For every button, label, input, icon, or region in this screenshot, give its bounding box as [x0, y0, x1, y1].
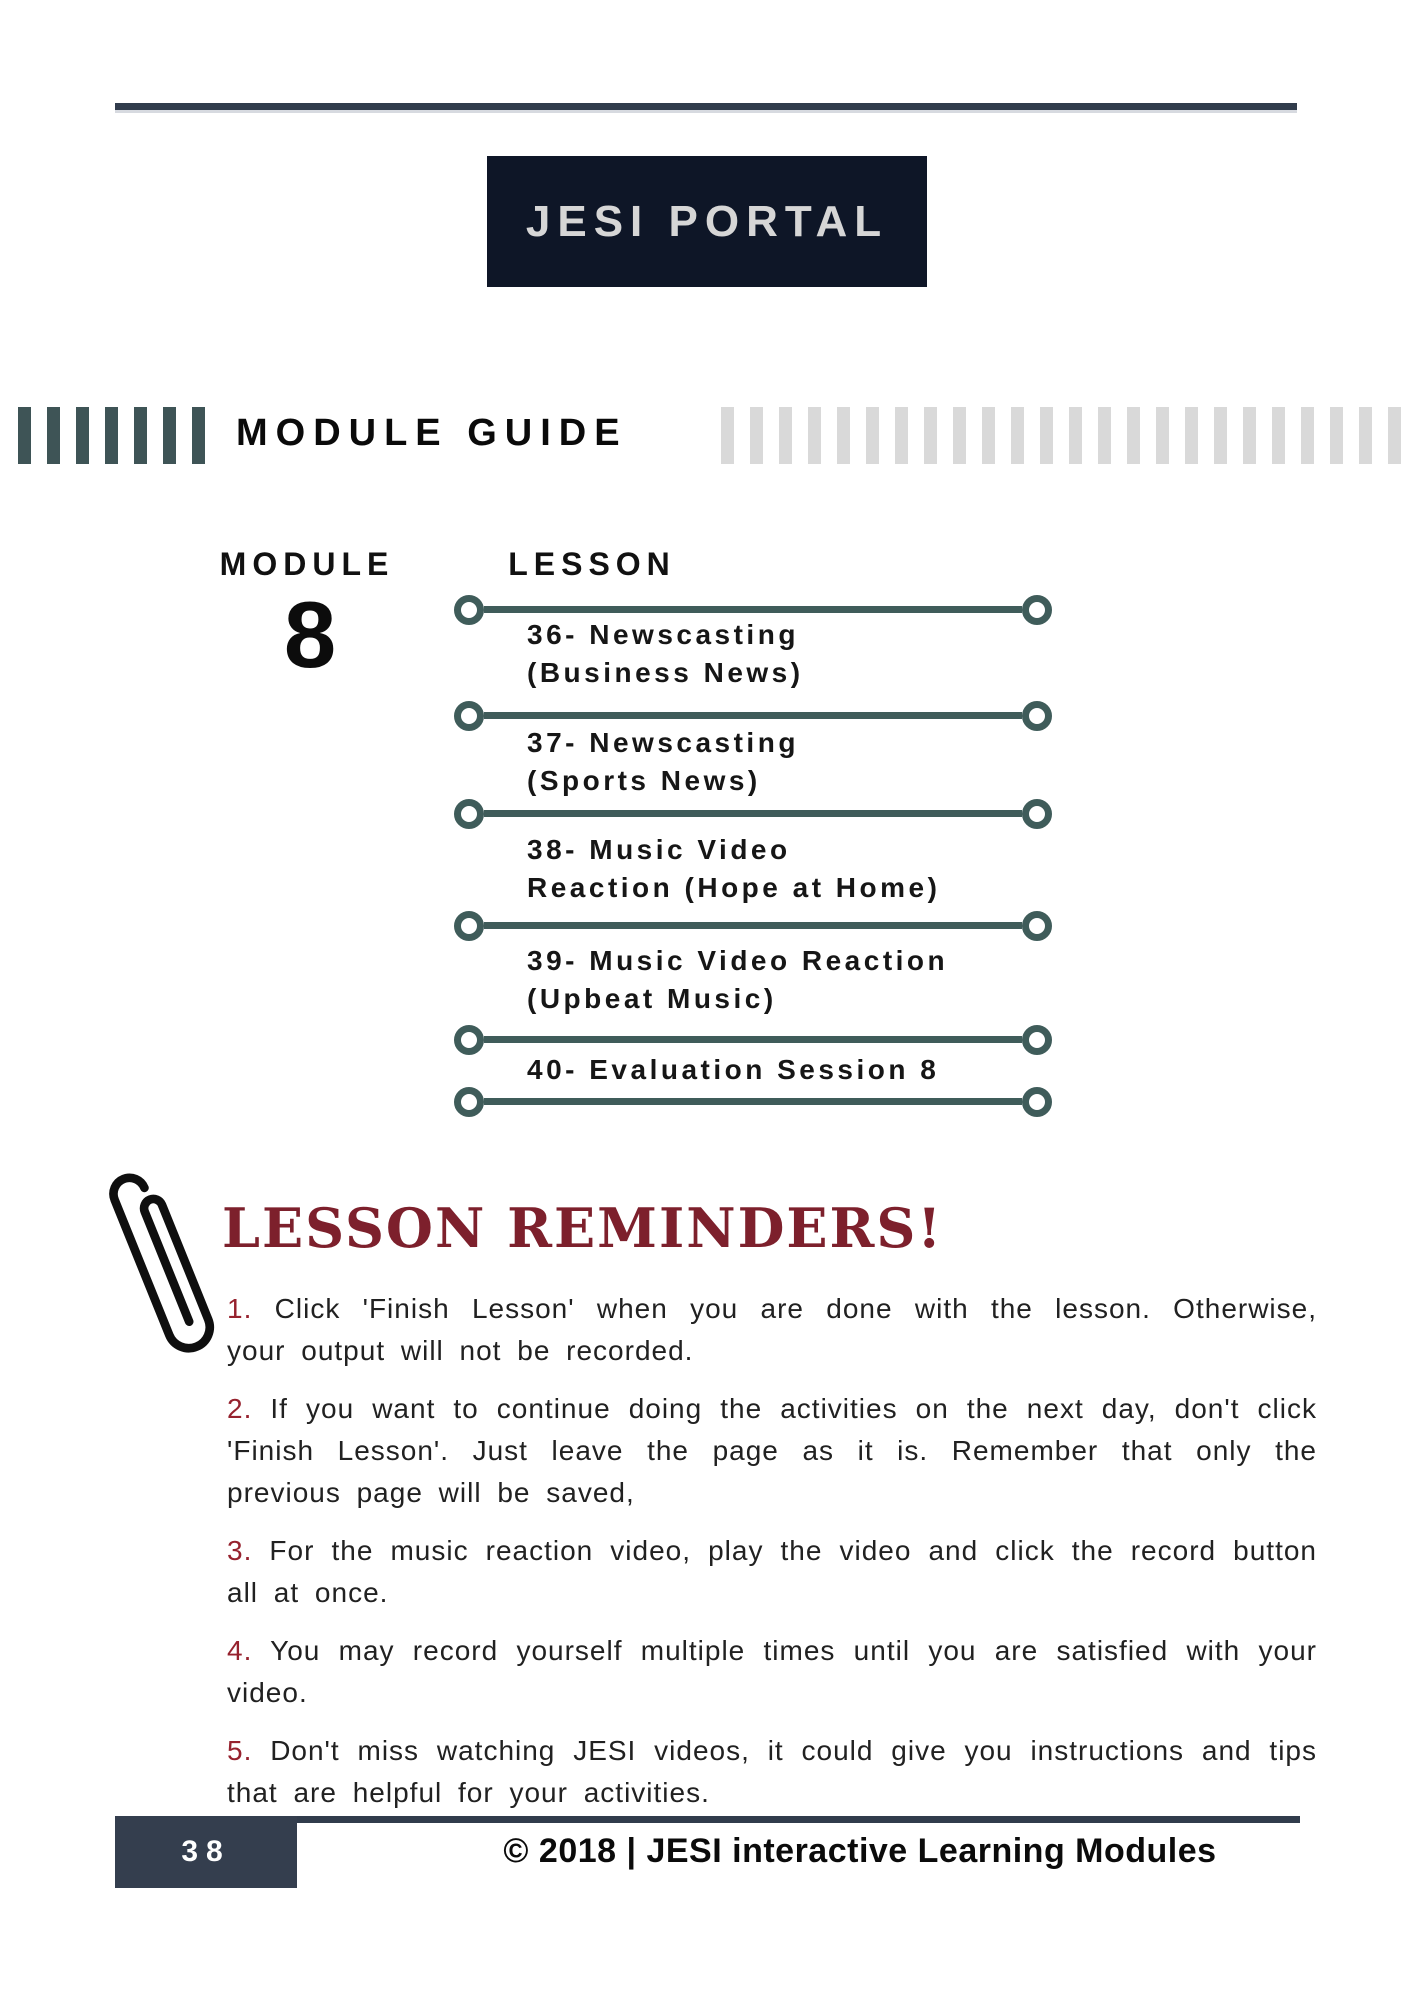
heading-bar [953, 407, 966, 464]
heading-bar [1330, 407, 1343, 464]
heading-bar [1040, 407, 1053, 464]
reminder-item-1 [227, 1288, 1317, 1372]
lesson-entry-39 [527, 942, 1087, 1018]
heading-bar [779, 407, 792, 464]
lesson-entry-line1: 40- Evaluation Session 8 [527, 1054, 940, 1085]
heading-bar [982, 407, 995, 464]
lesson-entry-40 [527, 1051, 1087, 1089]
heading-bar [721, 407, 734, 464]
heading-bar [1098, 407, 1111, 464]
rail-line [484, 922, 1022, 929]
heading-bar [895, 407, 908, 464]
heading-bar [808, 407, 821, 464]
heading-bar [1214, 407, 1227, 464]
reminder-item-3 [227, 1530, 1317, 1614]
rail-line [484, 1036, 1022, 1043]
rail-dot-left [454, 701, 484, 731]
rail-dot-right [1022, 911, 1052, 941]
rail-dot-left [454, 1025, 484, 1055]
rail-line [484, 606, 1022, 613]
heading-bars-right [721, 407, 1414, 464]
heading-bar [76, 407, 89, 464]
lesson-entry-line1: 38- Music Video [527, 834, 791, 865]
reminder-text: Click 'Finish Lesson' when you are done with the lesson. Otherwise, your output will not be recorded. [227, 1293, 1318, 1366]
heading-bar [924, 407, 937, 464]
heading-bar [1301, 407, 1314, 464]
heading-bar [1359, 407, 1372, 464]
heading-bar [1156, 407, 1169, 464]
heading-bar [134, 407, 147, 464]
reminder-item-5 [227, 1730, 1317, 1814]
heading-bar [163, 407, 176, 464]
lesson-entry-line1: 39- Music Video Reaction [527, 945, 949, 976]
heading-bar [1272, 407, 1285, 464]
lesson-entry-line1: 37- Newscasting [527, 727, 799, 758]
heading-bar [866, 407, 879, 464]
brand-title: JESI PORTAL [525, 196, 889, 246]
heading-bar [1011, 407, 1024, 464]
module-column-label: MODULE [219, 546, 395, 582]
reminder-number: 1. [227, 1293, 253, 1324]
reminders-list [227, 1288, 1317, 1830]
heading-bar [750, 407, 763, 464]
brand-box [487, 156, 927, 287]
heading-bar [192, 407, 205, 464]
lesson-entry-line2: (Sports News) [527, 765, 761, 796]
heading-bar [1388, 407, 1401, 464]
lesson-column-label: LESSON [508, 546, 676, 582]
rail-line [484, 712, 1022, 719]
rail-line [484, 1098, 1022, 1105]
heading-bar [1185, 407, 1198, 464]
rail-dot-right [1022, 799, 1052, 829]
rail-dot-left [454, 1087, 484, 1117]
top-divider-shadow [115, 110, 1297, 113]
footer-copyright: © 2018 | JESI interactive Learning Modules [503, 1832, 1217, 1870]
reminder-item-2 [227, 1388, 1317, 1514]
lesson-rail [0, 799, 1414, 829]
reminder-text: Don't miss watching JESI videos, it could give you instructions and tips that are helpful for your activities. [227, 1735, 1317, 1808]
module-number: 8 [283, 582, 337, 687]
page-number: 38 [181, 1835, 231, 1868]
reminders-heading: LESSON REMINDERS! [222, 1196, 944, 1260]
reminder-number: 5. [227, 1735, 253, 1766]
heading-bar [18, 407, 31, 464]
heading-bar [837, 407, 850, 464]
lesson-entry-line2: (Upbeat Music) [527, 983, 777, 1014]
reminder-number: 2. [227, 1393, 253, 1424]
reminder-text: If you want to continue doing the activities on the next day, don't click 'Finish Lesson'. Just leave the page as it is. Remember that only the previous page will be saved, [227, 1393, 1317, 1508]
reminder-item-4 [227, 1630, 1317, 1714]
heading-bar [105, 407, 118, 464]
rail-dot-left [454, 595, 484, 625]
module-guide-heading: MODULE GUIDE [236, 412, 628, 454]
top-divider-rule [115, 103, 1297, 110]
lesson-entry-line2: (Business News) [527, 657, 804, 688]
lesson-entry-38 [527, 831, 1087, 907]
lesson-entry-36 [527, 616, 1087, 692]
paperclip-icon [63, 1141, 253, 1381]
heading-bar [1243, 407, 1256, 464]
rail-dot-left [454, 911, 484, 941]
rail-line [484, 810, 1022, 817]
heading-bar [1069, 407, 1082, 464]
lesson-entry-line1: 36- Newscasting [527, 619, 799, 650]
reminder-text: For the music reaction video, play the video and click the record button all at once. [227, 1535, 1317, 1608]
rail-dot-right [1022, 1087, 1052, 1117]
lesson-entry-37 [527, 724, 1087, 800]
heading-bar [47, 407, 60, 464]
heading-bars-left [18, 407, 205, 464]
lesson-entry-line2: Reaction (Hope at Home) [527, 872, 941, 903]
rail-dot-left [454, 799, 484, 829]
page-number-badge [115, 1816, 297, 1888]
lesson-rail [0, 1087, 1414, 1117]
heading-bar [1127, 407, 1140, 464]
reminder-text: You may record yourself multiple times until you are satisfied with your video. [227, 1635, 1317, 1708]
lesson-rail [0, 911, 1414, 941]
reminder-number: 3. [227, 1535, 253, 1566]
reminder-number: 4. [227, 1635, 253, 1666]
